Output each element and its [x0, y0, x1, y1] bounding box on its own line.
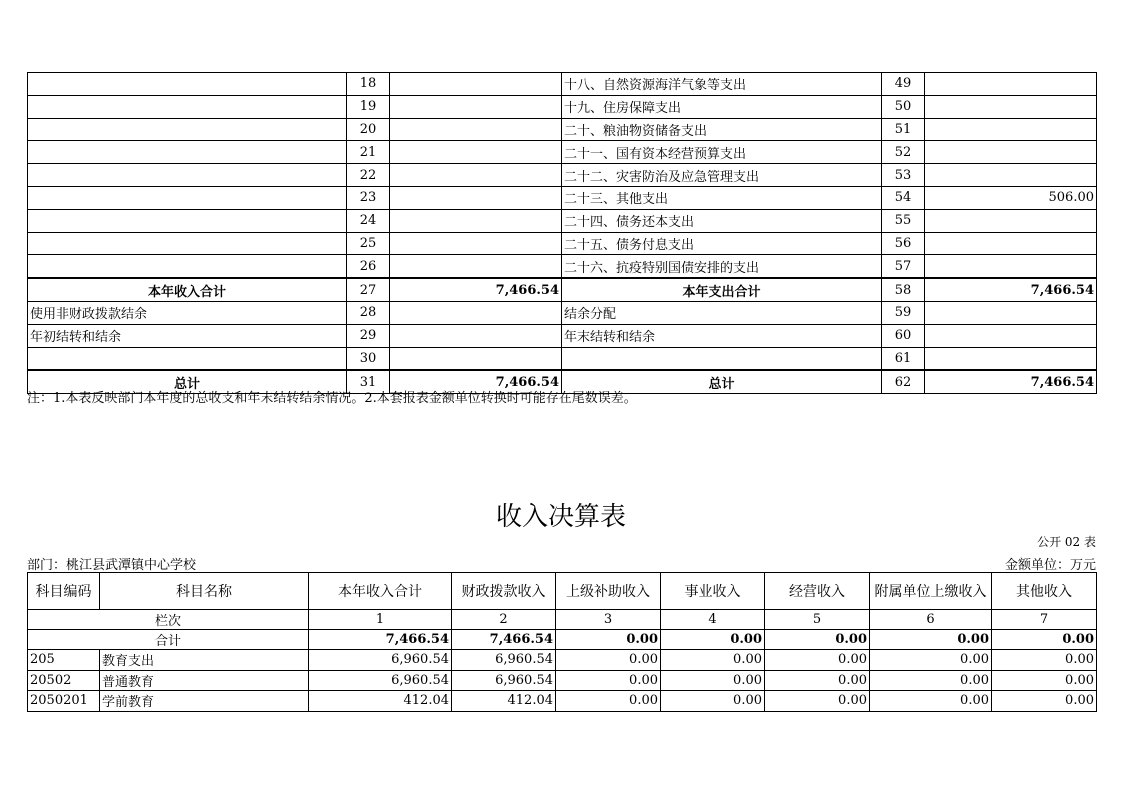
row-number: 59	[882, 301, 925, 324]
amount-cell: 0.00	[870, 670, 992, 691]
amount-cell: 0.00	[870, 691, 992, 712]
total-row	[28, 630, 1097, 650]
expense-amount	[925, 255, 1097, 278]
amount-cell: 412.04	[309, 691, 452, 712]
row-number: 60	[882, 324, 925, 347]
expense-amount	[925, 73, 1097, 96]
amount-cell: 6,960.54	[452, 670, 556, 691]
column-number-row	[28, 610, 1097, 630]
subject-code: 2050201	[28, 691, 100, 712]
table-row	[28, 301, 1097, 324]
table-row	[28, 650, 1097, 671]
table-row	[28, 324, 1097, 347]
income-item-label	[28, 186, 347, 209]
income-item-label	[28, 164, 347, 187]
amount-cell: 6,960.54	[309, 670, 452, 691]
subject-code: 20502	[28, 670, 100, 691]
column-number: 7	[992, 610, 1097, 630]
header-cell: 经营收入	[765, 573, 870, 610]
column-number: 4	[661, 610, 765, 630]
form-number: 公开 02 表	[1037, 535, 1096, 549]
column-number: 6	[870, 610, 992, 630]
row-number: 57	[882, 255, 925, 278]
income-amount	[390, 141, 562, 164]
income-item-label	[28, 118, 347, 141]
table-row	[28, 278, 1097, 301]
amount-cell: 0.00	[556, 670, 661, 691]
row-number: 50	[882, 95, 925, 118]
amount-unit-label: 金额单位：万元	[1004, 558, 1096, 573]
income-amount	[390, 164, 562, 187]
header-cell: 科目编码	[28, 573, 100, 610]
table-row	[28, 232, 1097, 255]
total-value: 0.00	[870, 630, 992, 650]
row-number: 56	[882, 232, 925, 255]
total-value: 7,466.54	[309, 630, 452, 650]
income-item-label	[28, 347, 347, 370]
header-cell: 财政拨款收入	[452, 573, 556, 610]
income-item-label: 年初结转和结余	[28, 324, 347, 347]
row-number: 53	[882, 164, 925, 187]
income-item-label	[28, 141, 347, 164]
expense-amount: 7,466.54	[925, 370, 1097, 393]
row-number: 28	[347, 301, 390, 324]
row-number: 23	[347, 186, 390, 209]
column-number: 5	[765, 610, 870, 630]
expense-item-label: 二十一、国有资本经营预算支出	[562, 141, 882, 164]
header-cell: 其他收入	[992, 573, 1097, 610]
row-number: 27	[347, 278, 390, 301]
table-row	[28, 73, 1097, 96]
income-amount	[390, 255, 562, 278]
income-amount	[390, 209, 562, 232]
row-number: 24	[347, 209, 390, 232]
income-expense-summary-table	[27, 72, 1097, 394]
table-row	[28, 141, 1097, 164]
row-number: 30	[347, 347, 390, 370]
expense-amount	[925, 347, 1097, 370]
header-row	[28, 573, 1097, 610]
expense-item-label: 年末结转和结余	[562, 324, 882, 347]
expense-amount	[925, 118, 1097, 141]
table-row	[28, 670, 1097, 691]
table-row	[28, 164, 1097, 187]
column-number: 1	[309, 610, 452, 630]
expense-item-label: 二十五、债务付息支出	[562, 232, 882, 255]
amount-cell: 6,960.54	[309, 650, 452, 671]
amount-cell: 0.00	[556, 691, 661, 712]
row-number: 61	[882, 347, 925, 370]
header-cell: 附属单位上缴收入	[870, 573, 992, 610]
row-number: 51	[882, 118, 925, 141]
amount-cell: 0.00	[661, 670, 765, 691]
income-item-label	[28, 255, 347, 278]
income-item-label	[28, 95, 347, 118]
expense-item-label: 二十二、灾害防治及应急管理支出	[562, 164, 882, 187]
total-value: 0.00	[556, 630, 661, 650]
column-number: 2	[452, 610, 556, 630]
income-amount	[390, 118, 562, 141]
income-item-label	[28, 232, 347, 255]
total-value: 0.00	[765, 630, 870, 650]
department-label: 部门：桃江县武潭镇中心学校	[27, 558, 197, 573]
expense-amount	[925, 232, 1097, 255]
table-row	[28, 186, 1097, 209]
income-amount: 7,466.54	[390, 370, 562, 393]
income-amount	[390, 186, 562, 209]
income-amount	[390, 73, 562, 96]
table-note: 注：1.本表反映部门本年度的总收支和年末结转结余情况。2.本套报表金额单位转换时可能存在尾数误差。	[27, 391, 637, 406]
row-number: 21	[347, 141, 390, 164]
row-number: 54	[882, 186, 925, 209]
total-value: 0.00	[992, 630, 1097, 650]
column-number: 3	[556, 610, 661, 630]
expense-item-label: 二十三、其他支出	[562, 186, 882, 209]
income-amount	[390, 232, 562, 255]
amount-cell: 0.00	[870, 650, 992, 671]
expense-item-label: 结余分配	[562, 301, 882, 324]
expense-item-label: 二十、粮油物资储备支出	[562, 118, 882, 141]
total-value: 0.00	[661, 630, 765, 650]
income-item-label: 本年收入合计	[28, 278, 347, 301]
expense-amount: 506.00	[925, 186, 1097, 209]
table-row	[28, 95, 1097, 118]
table-row	[28, 118, 1097, 141]
expense-amount	[925, 164, 1097, 187]
table-row	[28, 347, 1097, 370]
expense-item-label: 十八、自然资源海洋气象等支出	[562, 73, 882, 96]
expense-amount	[925, 95, 1097, 118]
expense-amount	[925, 209, 1097, 232]
total-value: 7,466.54	[452, 630, 556, 650]
amount-cell: 6,960.54	[452, 650, 556, 671]
amount-cell: 0.00	[765, 650, 870, 671]
expense-amount: 7,466.54	[925, 278, 1097, 301]
table-row	[28, 691, 1097, 712]
amount-cell: 0.00	[765, 691, 870, 712]
expense-amount	[925, 301, 1097, 324]
row-number: 19	[347, 95, 390, 118]
income-amount	[390, 347, 562, 370]
total-label-cell: 合计	[28, 630, 309, 650]
expense-item-label: 总计	[562, 370, 882, 393]
table-row	[28, 209, 1097, 232]
income-amount	[390, 95, 562, 118]
row-number: 26	[347, 255, 390, 278]
row-number: 18	[347, 73, 390, 96]
income-item-label: 使用非财政拨款结余	[28, 301, 347, 324]
row-number: 29	[347, 324, 390, 347]
header-cell: 上级补助收入	[556, 573, 661, 610]
amount-cell: 0.00	[765, 670, 870, 691]
header-cell: 事业收入	[661, 573, 765, 610]
income-item-label	[28, 73, 347, 96]
expense-amount	[925, 141, 1097, 164]
income-amount	[390, 324, 562, 347]
amount-cell: 0.00	[661, 691, 765, 712]
amount-cell: 412.04	[452, 691, 556, 712]
subject-name: 学前教育	[100, 691, 309, 712]
income-item-label	[28, 209, 347, 232]
amount-cell: 0.00	[556, 650, 661, 671]
expense-item-label	[562, 347, 882, 370]
row-number: 55	[882, 209, 925, 232]
row-number: 58	[882, 278, 925, 301]
row-number: 49	[882, 73, 925, 96]
income-item-label: 总计	[28, 370, 347, 393]
row-number: 31	[347, 370, 390, 393]
amount-cell: 0.00	[992, 691, 1097, 712]
subject-name: 普通教育	[100, 670, 309, 691]
expense-item-label: 二十四、债务还本支出	[562, 209, 882, 232]
row-number: 52	[882, 141, 925, 164]
header-cell: 科目名称	[100, 573, 309, 610]
income-final-accounts-table	[27, 572, 1097, 712]
column-label-cell: 栏次	[28, 610, 309, 630]
income-amount	[390, 301, 562, 324]
expense-item-label: 十九、住房保障支出	[562, 95, 882, 118]
expense-item-label: 二十六、抗疫特别国债安排的支出	[562, 255, 882, 278]
expense-item-label: 本年支出合计	[562, 278, 882, 301]
subject-name: 教育支出	[100, 650, 309, 671]
header-cell: 本年收入合计	[309, 573, 452, 610]
income-amount: 7,466.54	[390, 278, 562, 301]
row-number: 62	[882, 370, 925, 393]
table-row	[28, 255, 1097, 278]
row-number: 25	[347, 232, 390, 255]
expense-amount	[925, 324, 1097, 347]
amount-cell: 0.00	[992, 670, 1097, 691]
row-number: 20	[347, 118, 390, 141]
row-number: 22	[347, 164, 390, 187]
subject-code: 205	[28, 650, 100, 671]
amount-cell: 0.00	[661, 650, 765, 671]
amount-cell: 0.00	[992, 650, 1097, 671]
page-title: 收入决算表	[495, 502, 626, 532]
